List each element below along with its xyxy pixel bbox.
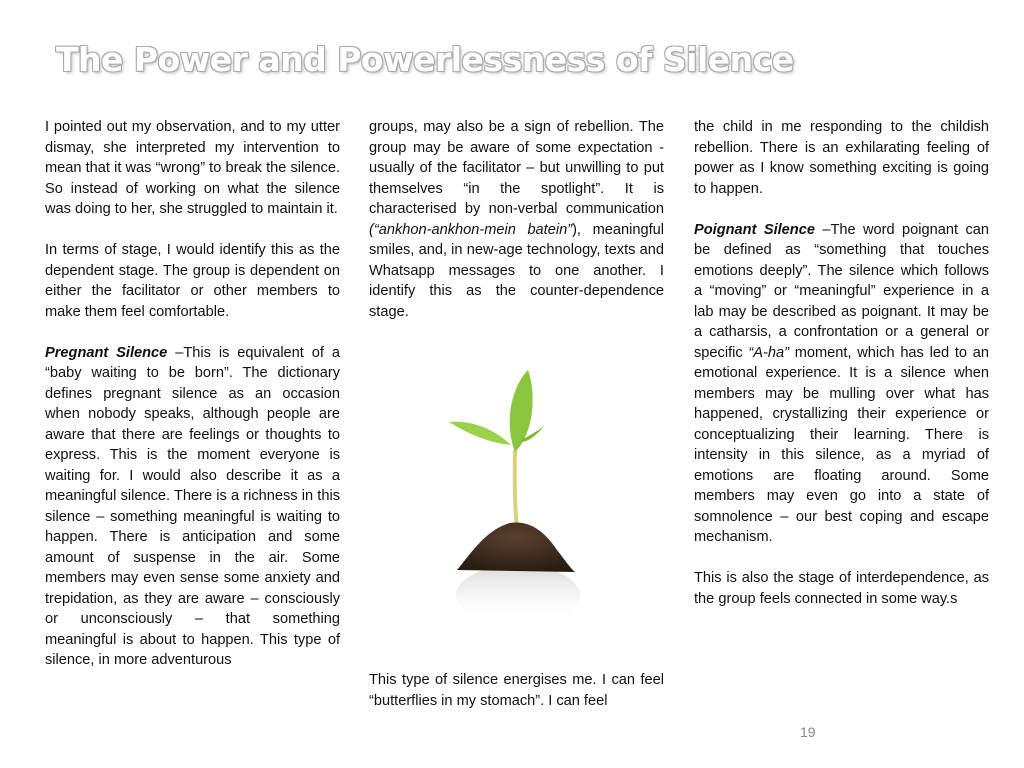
paragraph-text: moment, which has led to an emotional experience. It is a silence when members may be mulling over what has happened, crystallizing their experience or conceptualizing their learning. There is intensity in this silence, as a myriad of emotions are floating around. Some members may even go into a state of somnolence – our best coping and escape mechanism. <box>694 344 989 545</box>
paragraph-text: –The word poignant can be defined as “something that touches emotions deeply”. The silence which follows a “moving” or “meaningful” experience in a lab may be described as poignant. It may be a catharsis, a confrontation or a general or specific <box>694 221 989 361</box>
text-column-3 <box>694 117 989 630</box>
term-pregnant-silence: Pregnant Silence <box>45 344 168 361</box>
text-column-1 <box>45 117 340 691</box>
term-poignant-silence: Poignant Silence <box>694 221 815 238</box>
paragraph: This is also the stage of interdependence, as the group feels connected in some way.s <box>694 570 989 607</box>
aha-phrase: “A-ha” <box>748 344 789 361</box>
text-column-2 <box>369 117 664 343</box>
reflection <box>456 565 580 625</box>
page-title: The Power and Powerlessness of Silence <box>56 40 794 79</box>
paragraph-poignant-silence <box>694 220 989 548</box>
paragraph-text: –This is equivalent of a “baby waiting to be born”. The dictionary defines pregnant silence as an occasion when nobody speaks, although people are aware that there are feelings or thoughts to express. This is the moment everyone is waiting for. I would also describe it as a meaningful silence. There is a richness in this silence – something meaningful is waiting to happen. There is anticipation and some amount of suspense in the air. Some members may even sense some anxiety and trepidation, as they are aware – consciously or unconsciously – that something meaningful is about to happen. This type of silence, in more adventurous <box>45 344 340 668</box>
paragraph-text: ), meaningful smiles, and, in new-age technology, texts and Whatsapp messages to one another. I identify this as the counter-dependence stage. <box>369 221 664 320</box>
paragraph: This type of silence energises me. I can feel “butterflies in my stomach”. I can feel <box>369 672 664 709</box>
paragraph-pregnant-silence <box>45 343 340 671</box>
paragraph-text: groups, may also be a sign of rebellion. The group may be aware of some expectation - usually of the facilitator – but unwilling to put themselves “in the spotlight”. It is characterised by non-verbal communication <box>369 119 664 217</box>
page-number: 19 <box>800 724 816 740</box>
leaf-left <box>449 422 511 445</box>
soil-mound <box>457 523 575 572</box>
hindi-phrase: (“ankhon-ankhon-mein batein” <box>369 221 573 238</box>
seedling-in-soil-icon <box>385 340 655 640</box>
paragraph: I pointed out my observation, and to my utter dismay, she interpreted my intervention to mean that it was “wrong” to break the silence. So instead of working on what the silence was doing to her, she struggled to maintain it. <box>45 119 340 217</box>
text-column-2-bottom <box>369 670 664 711</box>
paragraph: the child in me responding to the childish rebellion. There is an exhilarating feeling of power as I know something exciting is going to happen. <box>694 119 989 197</box>
paragraph: In terms of stage, I would identify this as the dependent stage. The group is dependent on either the facilitator or other members to make them feel comfortable. <box>45 242 340 320</box>
stem <box>515 450 517 530</box>
paragraph <box>369 117 664 322</box>
leaf-top <box>510 370 533 452</box>
